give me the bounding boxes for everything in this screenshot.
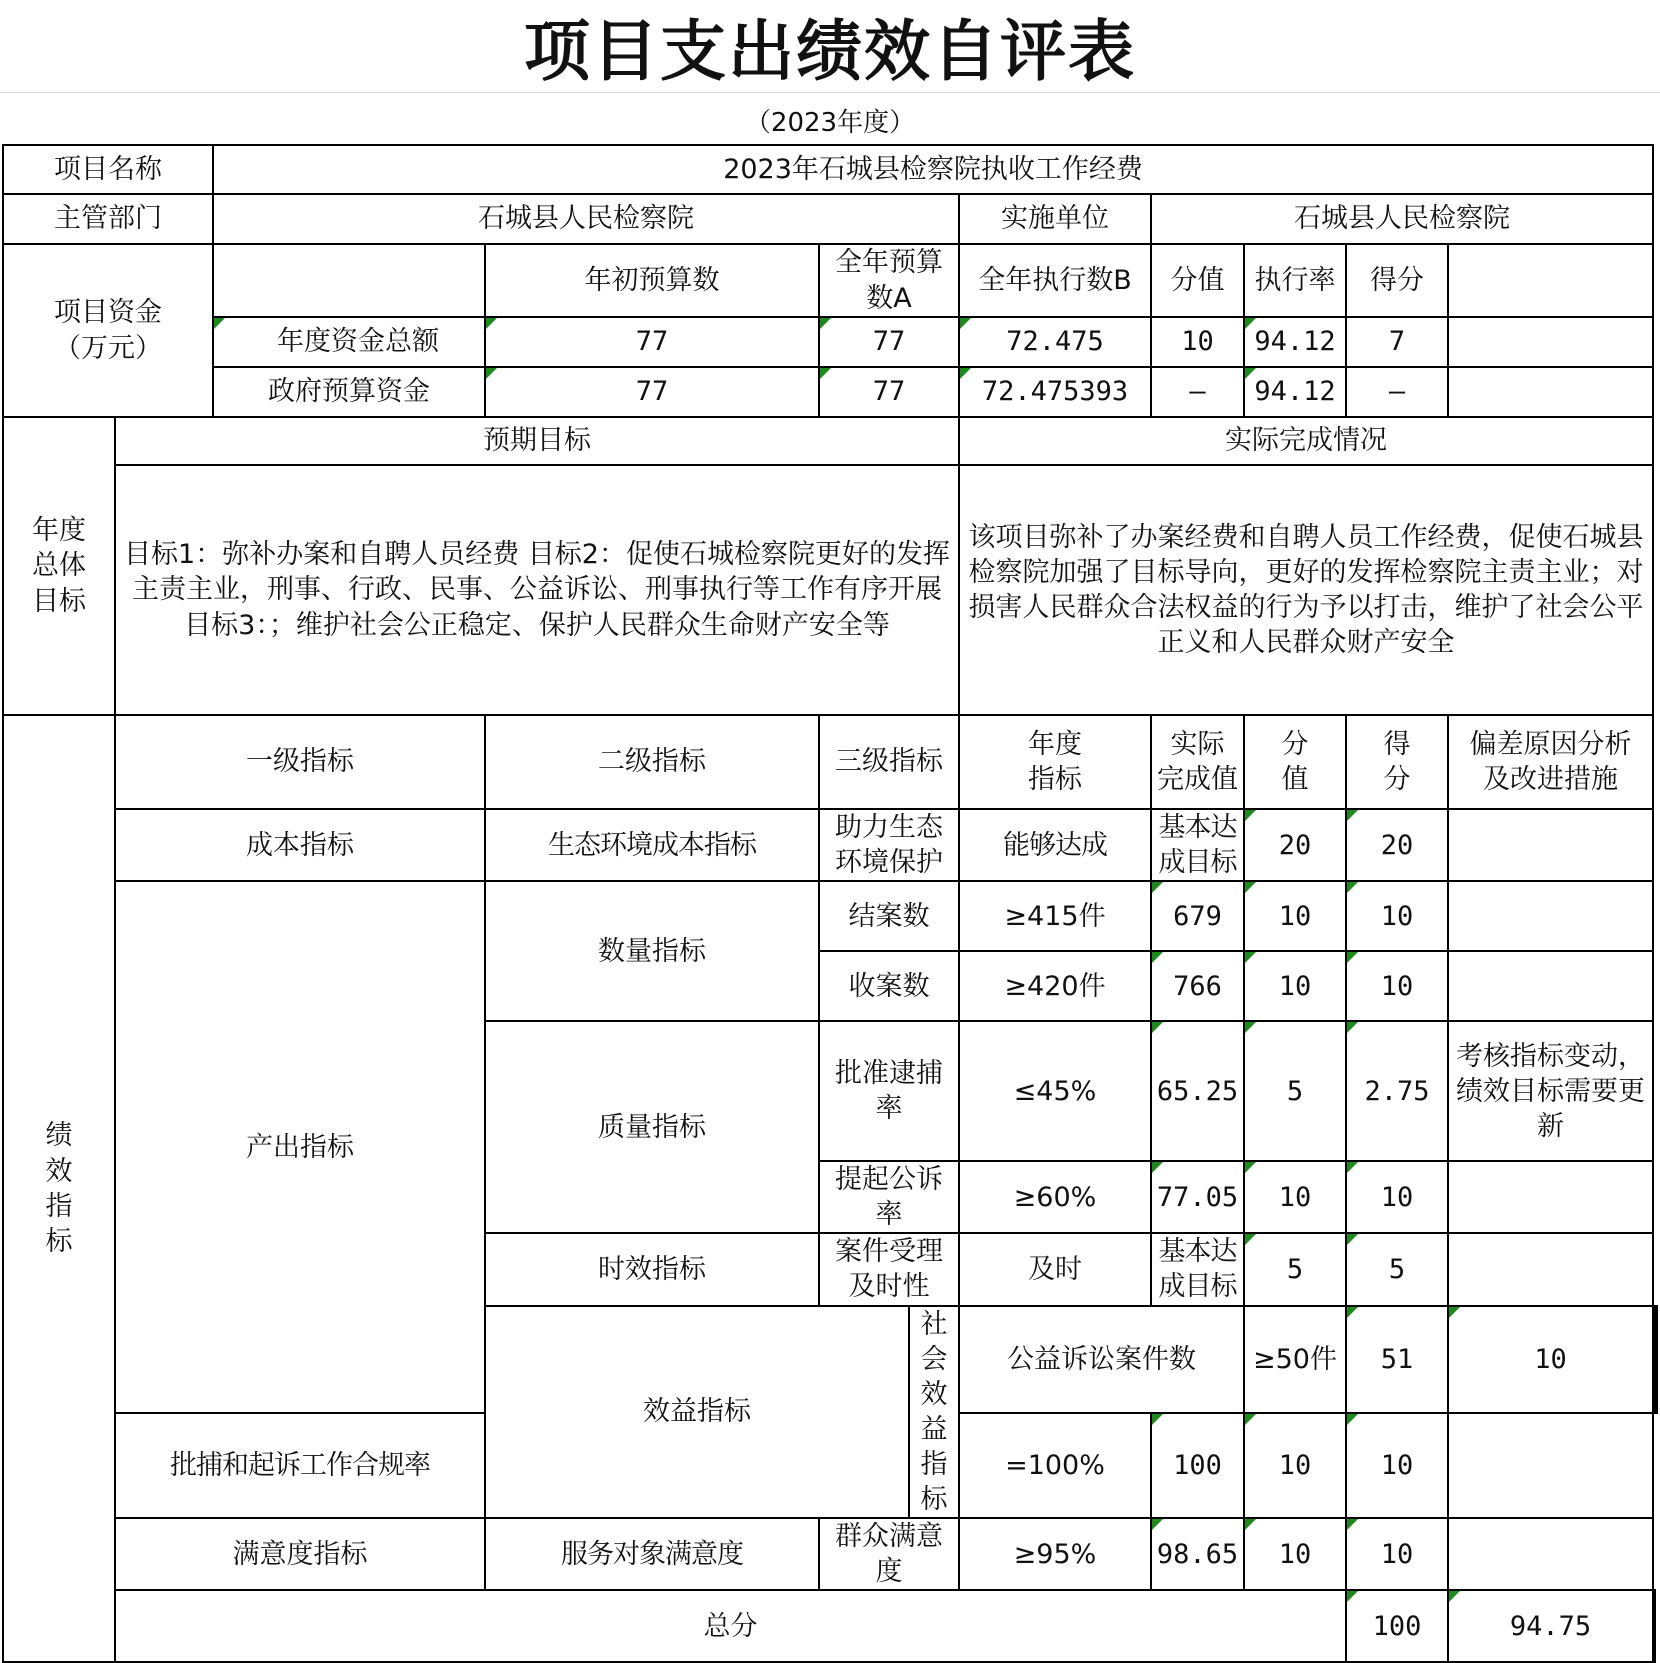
level2-indicator: 质量指标 xyxy=(485,1021,819,1233)
deviation-remark[interactable] xyxy=(1448,951,1653,1021)
funds-row-name: 政府预算资金 xyxy=(213,367,485,417)
level3-indicator: 批捕和起诉工作合规率 xyxy=(115,1413,485,1518)
funds-row xyxy=(3,367,1657,417)
score-value[interactable]: 10 xyxy=(1346,951,1448,1021)
funds-row-trailing xyxy=(1448,367,1653,417)
weight-value[interactable]: 10 xyxy=(1244,1413,1346,1518)
funds-executed-value[interactable]: 72.475 xyxy=(959,317,1151,367)
total-weight[interactable]: 100 xyxy=(1346,1590,1448,1662)
project-name-label: 项目名称 xyxy=(3,145,213,194)
funds-row-trailing xyxy=(1448,317,1653,367)
weight-header: 分 值 xyxy=(1244,715,1346,809)
deviation-remark[interactable] xyxy=(1655,1306,1657,1414)
funds-header-executed: 全年执行数B xyxy=(959,244,1151,317)
goals-header-row xyxy=(3,417,1657,465)
level2-indicator-header: 二级指标 xyxy=(485,715,819,809)
annual-target[interactable]: ≥415件 xyxy=(959,881,1151,951)
funds-initial-value[interactable]: 77 xyxy=(485,367,819,417)
level1-indicator: 满意度指标 xyxy=(115,1518,485,1590)
total-score[interactable]: 94.75 xyxy=(1448,1590,1653,1662)
actual-value[interactable]: 77.05 xyxy=(1151,1161,1244,1233)
actual-value[interactable]: 51 xyxy=(1346,1306,1448,1414)
weight-value[interactable]: 10 xyxy=(1244,1161,1346,1233)
weight-value[interactable]: 5 xyxy=(1244,1233,1346,1305)
performance-indicators-label: 绩 效 指 标 xyxy=(3,715,115,1662)
level3-indicator-header: 三级指标 xyxy=(819,715,959,809)
actual-value[interactable]: 65.25 xyxy=(1151,1021,1244,1161)
level1-indicator: 产出指标 xyxy=(115,881,485,1413)
score-value[interactable]: 10 xyxy=(1346,881,1448,951)
level3-indicator: 群众满意度 xyxy=(819,1518,959,1590)
total-remark[interactable] xyxy=(1653,1590,1655,1662)
annual-goals-label: 年度 总体 目标 xyxy=(3,417,115,715)
annual-target[interactable]: =100% xyxy=(959,1413,1151,1518)
funds-score-value[interactable]: — xyxy=(1151,367,1244,417)
actual-value-header: 实际 完成值 xyxy=(1151,715,1244,809)
level1-indicator-header: 一级指标 xyxy=(115,715,485,809)
level3-indicator: 案件受理及时性 xyxy=(819,1233,959,1305)
self-evaluation-table xyxy=(2,144,1658,1663)
actual-value[interactable]: 基本达成目标 xyxy=(1151,809,1244,881)
expected-goals-header: 预期目标 xyxy=(115,417,959,465)
supervising-department-value[interactable]: 石城县人民检察院 xyxy=(213,194,959,244)
funds-row xyxy=(3,317,1657,367)
deviation-remark[interactable] xyxy=(1448,1413,1653,1518)
funds-score-value[interactable]: 10 xyxy=(1151,317,1244,367)
funds-rate-value[interactable]: 94.12 xyxy=(1244,367,1346,417)
annual-target[interactable]: ≤45% xyxy=(959,1021,1151,1161)
sheet-gridline xyxy=(0,92,1660,93)
weight-value[interactable]: 10 xyxy=(1448,1306,1653,1414)
deviation-remark[interactable] xyxy=(1448,881,1653,951)
weight-value[interactable]: 10 xyxy=(1244,881,1346,951)
actual-value[interactable]: 766 xyxy=(1151,951,1244,1021)
funds-score[interactable]: 7 xyxy=(1346,317,1448,367)
deviation-remark[interactable] xyxy=(1448,1233,1653,1305)
actual-value[interactable]: 679 xyxy=(1151,881,1244,951)
annual-target[interactable]: ≥50件 xyxy=(1244,1306,1346,1414)
actual-value[interactable]: 基本达成目标 xyxy=(1151,1233,1244,1305)
score-value[interactable]: 10 xyxy=(1346,1413,1448,1518)
actual-value[interactable]: 98.65 xyxy=(1151,1518,1244,1590)
score-value[interactable]: 2.75 xyxy=(1346,1021,1448,1161)
expected-goals-text[interactable]: 目标1：弥补办案和自聘人员经费 目标2：促使石城检察院更好的发挥主责主业，刑事、行政、民事、公益诉讼、刑事执行等工作有序开展 目标3：；维护社会公正稳定、保护人民群众生命财产安全等 xyxy=(115,465,959,715)
deviation-remark[interactable] xyxy=(1448,809,1653,881)
annual-target[interactable]: 能够达成 xyxy=(959,809,1151,881)
annual-target[interactable]: ≥60% xyxy=(959,1161,1151,1233)
level1-indicator: 成本指标 xyxy=(115,809,485,881)
indicator-row xyxy=(3,1518,1657,1590)
level2-indicator: 生态环境成本指标 xyxy=(485,809,819,881)
level2-indicator: 服务对象满意度 xyxy=(485,1518,819,1590)
annual-target[interactable]: 及时 xyxy=(959,1233,1151,1305)
annual-target[interactable]: ≥420件 xyxy=(959,951,1151,1021)
project-name-value[interactable]: 2023年石城县检察院执收工作经费 xyxy=(213,145,1653,194)
score-value[interactable]: 20 xyxy=(1346,809,1448,881)
deviation-analysis-header: 偏差原因分析 及改进措施 xyxy=(1448,715,1653,809)
score-value[interactable]: 10 xyxy=(1346,1161,1448,1233)
level3-indicator: 提起公诉率 xyxy=(819,1161,959,1233)
funds-header-score-value: 分值 xyxy=(1151,244,1244,317)
indicator-row xyxy=(3,881,1657,951)
funds-executed-value[interactable]: 72.475393 xyxy=(959,367,1151,417)
annual-target-header: 年度 指标 xyxy=(959,715,1151,809)
annual-target[interactable]: ≥95% xyxy=(959,1518,1151,1590)
level2-indicator: 时效指标 xyxy=(485,1233,819,1305)
level3-indicator: 助力生态环境保护 xyxy=(819,809,959,881)
fiscal-year-subtitle: （2023年度） xyxy=(744,107,916,138)
actual-completion-header: 实际完成情况 xyxy=(959,417,1653,465)
funds-row-name: 年度资金总额 xyxy=(213,317,485,367)
funds-header-row xyxy=(3,244,1657,317)
funds-header-blank xyxy=(213,244,485,317)
weight-value[interactable]: 5 xyxy=(1244,1021,1346,1161)
level3-indicator: 公益诉讼案件数 xyxy=(959,1306,1244,1414)
supervising-department-label: 主管部门 xyxy=(3,194,213,244)
goals-content-row xyxy=(3,465,1657,715)
level2-indicator: 社会效益指标 xyxy=(909,1306,959,1519)
implementing-unit-value[interactable]: 石城县人民检察院 xyxy=(1151,194,1653,244)
deviation-remark[interactable] xyxy=(1448,1161,1653,1233)
weight-value[interactable]: 20 xyxy=(1244,809,1346,881)
funds-header-initial: 年初预算数 xyxy=(485,244,819,317)
funds-initial-value[interactable]: 77 xyxy=(485,317,819,367)
score-value[interactable]: 10 xyxy=(1346,1518,1448,1590)
level1-indicator: 效益指标 xyxy=(485,1306,909,1519)
level3-indicator: 结案数 xyxy=(819,881,959,951)
level3-indicator: 批准逮捕率 xyxy=(819,1021,959,1161)
funds-rate-value[interactable]: 94.12 xyxy=(1244,317,1346,367)
actual-value[interactable]: 100 xyxy=(1151,1413,1244,1518)
weight-value[interactable]: 10 xyxy=(1244,1518,1346,1590)
total-row xyxy=(3,1590,1657,1662)
project-funds-label: 项目资金 （万元） xyxy=(3,244,213,417)
actual-completion-text[interactable]: 该项目弥补了办案经费和自聘人员工作经费，促使石城县检察院加强了目标导向，更好的发挥检察院主责主业；对损害人民群众合法权益的行为予以打击，维护了社会公平正义和人民群众财产安全 xyxy=(959,465,1653,715)
project-name-row xyxy=(3,145,1657,194)
total-score-label: 总分 xyxy=(115,1590,1346,1662)
weight-value[interactable]: 10 xyxy=(1244,951,1346,1021)
indicator-header-row xyxy=(3,715,1657,809)
funds-annual-value[interactable]: 77 xyxy=(819,317,959,367)
indicator-row xyxy=(3,809,1657,881)
funds-header-score: 得分 xyxy=(1346,244,1448,317)
implementing-unit-label: 实施单位 xyxy=(959,194,1151,244)
department-row xyxy=(3,194,1657,244)
score-value[interactable]: 5 xyxy=(1346,1233,1448,1305)
funds-header-trailing xyxy=(1448,244,1653,317)
score-header: 得 分 xyxy=(1346,715,1448,809)
page-title: 项目支出绩效自评表 xyxy=(524,11,1136,90)
funds-annual-value[interactable]: 77 xyxy=(819,367,959,417)
deviation-remark[interactable] xyxy=(1448,1518,1653,1590)
level2-indicator: 数量指标 xyxy=(485,881,819,1021)
funds-header-rate: 执行率 xyxy=(1244,244,1346,317)
level3-indicator: 收案数 xyxy=(819,951,959,1021)
deviation-remark[interactable]: 考核指标变动，绩效目标需要更新 xyxy=(1448,1021,1653,1161)
funds-header-annual: 全年预算数A xyxy=(819,244,959,317)
funds-score[interactable]: — xyxy=(1346,367,1448,417)
